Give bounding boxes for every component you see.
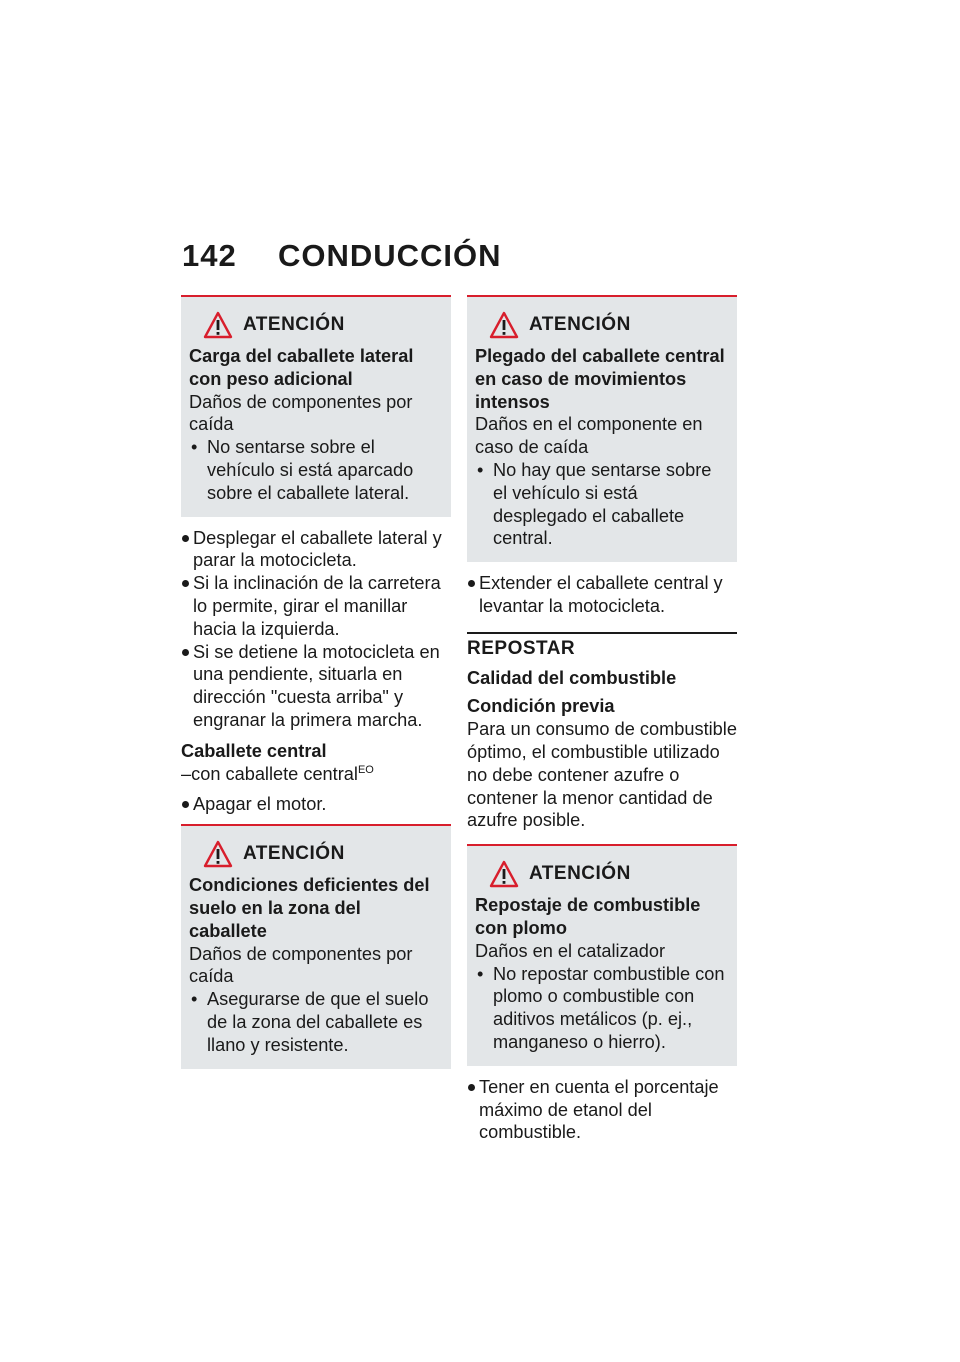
warning-label: ATENCIÓN	[243, 842, 345, 864]
variant-code: EO	[357, 763, 374, 776]
step-item: Desplegar el caballete lateral y parar la motocicleta.	[181, 527, 451, 573]
warning-box	[181, 824, 451, 1068]
warning-title: Carga del caballete lateral con peso adicional	[189, 346, 414, 389]
warning-description: Daños en el catalizador	[475, 940, 666, 961]
step-list	[467, 572, 737, 618]
left-column	[181, 295, 451, 1079]
warning-header	[489, 311, 729, 339]
warning-triangle-icon	[489, 860, 519, 888]
warning-title: Plegado del caballete central en caso de movimientos intensos	[475, 346, 725, 412]
step-list	[181, 793, 451, 816]
body-paragraph: Para un consumo de combustible óptimo, el combustible utilizado no debe contener azufre o contener la menor cantidad de azufre posible.	[467, 719, 737, 831]
warning-item: • No sentarse sobre el vehículo si está aparcado sobre el caballete lateral.	[189, 436, 443, 504]
section-divider	[467, 632, 737, 661]
warning-description: Daños de componentes por caída	[189, 943, 413, 987]
warning-triangle-icon	[203, 840, 233, 868]
warning-triangle-icon	[203, 311, 233, 339]
warning-item: • Asegurarse de que el suelo de la zona del caballete es llano y resistente.	[189, 988, 443, 1056]
step-item: Si se detiene la motocicleta en una pendiente, situarla en dirección "cuesta arriba" y engranar la primera marcha.	[181, 641, 451, 732]
page-number: 142	[182, 238, 237, 273]
warning-box	[467, 844, 737, 1066]
step-item: Tener en cuenta el porcentaje máximo de etanol del combustible.	[467, 1076, 737, 1144]
step-list	[181, 527, 451, 732]
section-title: REPOSTAR	[467, 637, 576, 659]
warning-description: Daños en el componente en caso de caída	[475, 414, 703, 458]
warning-header	[203, 311, 443, 339]
warning-triangle-icon	[489, 311, 519, 339]
step-item: Si la inclinación de la carretera lo permite, girar el manillar hacia la izquierda.	[181, 572, 451, 640]
warning-item: • No repostar combustible con plomo o combustible con aditivos metálicos (p. ej., manganeso o hierro).	[475, 963, 729, 1054]
warning-item: • No hay que sentarse sobre el vehículo si está desplegado el caballete central.	[475, 459, 729, 550]
warning-box	[467, 295, 737, 562]
warning-header	[203, 840, 443, 868]
warning-label: ATENCIÓN	[529, 862, 631, 884]
step-list	[467, 1076, 737, 1144]
variant-text: –con caballete central	[181, 763, 358, 784]
warning-header	[489, 860, 729, 888]
warning-label: ATENCIÓN	[529, 313, 631, 335]
right-column	[467, 295, 737, 1152]
warning-label: ATENCIÓN	[243, 313, 345, 335]
warning-title: Repostaje de combustible con plomo	[475, 895, 701, 938]
subsection-heading: Caballete central	[181, 740, 327, 761]
subsection-heading: Calidad del combustible	[467, 667, 677, 688]
warning-description: Daños de componentes por caída	[189, 391, 413, 435]
variant-note	[181, 763, 451, 786]
step-item: Apagar el motor.	[181, 793, 451, 816]
warning-title: Condiciones deficientes del suelo en la zona del caballete	[189, 875, 430, 941]
warning-box	[181, 295, 451, 517]
chapter-title: CONDUCCIÓN	[278, 238, 502, 273]
page-header	[182, 238, 502, 274]
step-item: Extender el caballete central y levantar la motocicleta.	[467, 572, 737, 618]
subsection-heading: Condición previa	[467, 696, 615, 717]
